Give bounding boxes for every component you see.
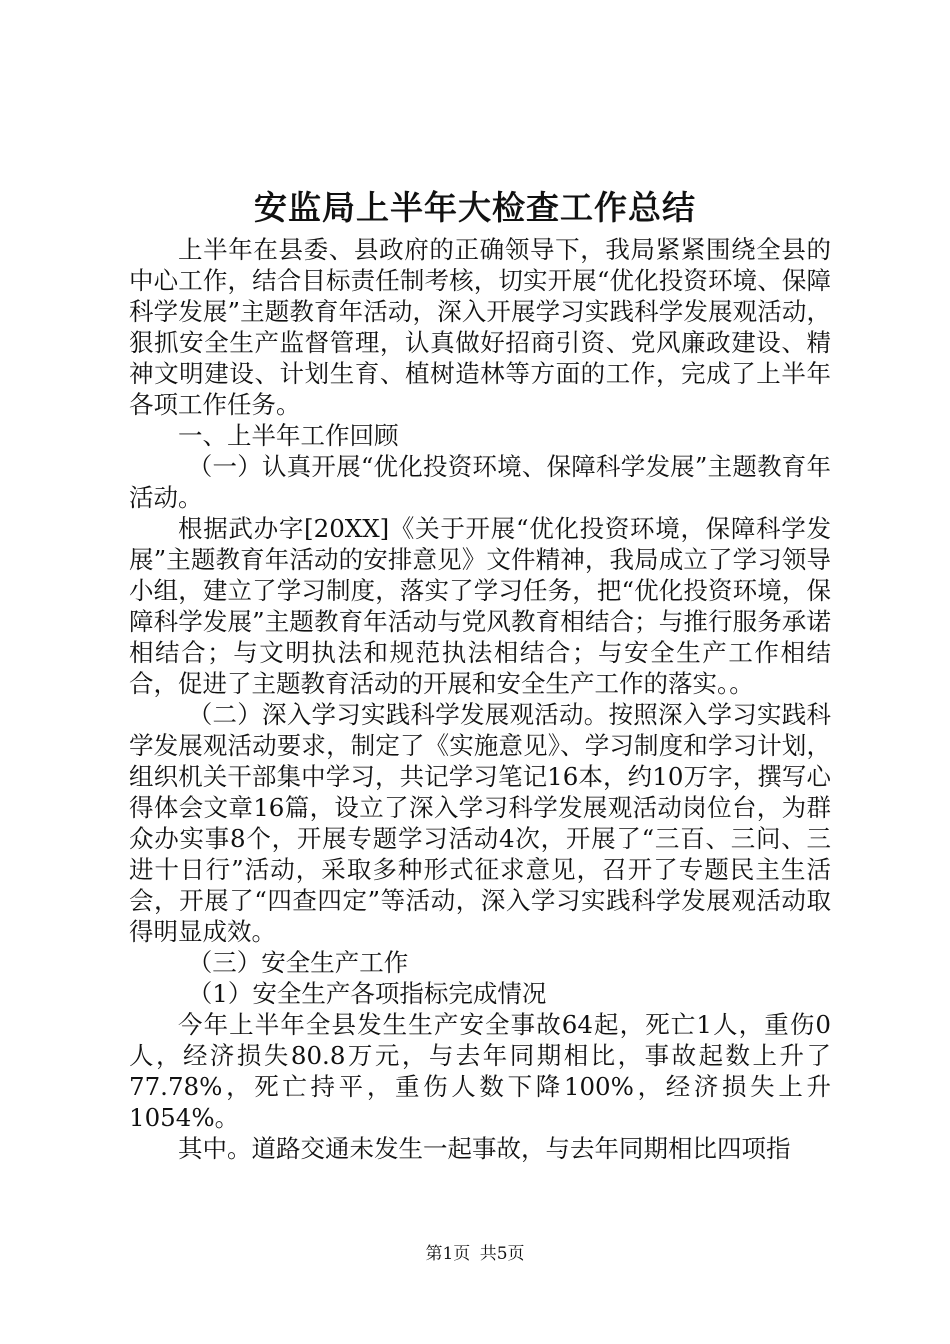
paragraph-theme-education: 根据武办字[20XX]《关于开展“优化投资环境，保障科学发展”主题教育年活动的安排意见》文件精神，我局成立了学习领导小组，建立了学习制度，落实了学习任务，把“优化投资环境，保障科学发展”主题教育年活动与党风教育相结合；与推行服务承诺相结合；与文明执法和规范执法相结合；与安全生产工作相结合，促进了主题教育活动的开展和安全生产工作的落实。。 xyxy=(129,514,831,698)
sub-item-heading-1: （1）安全生产各项指标完成情况 xyxy=(187,979,547,1008)
page-total: 共5页 xyxy=(479,1244,525,1264)
page-number: 第1页 xyxy=(425,1244,471,1264)
subsection-heading-1: （一）认真开展“优化投资环境、保障科学发展”主题教育年活动。 xyxy=(129,452,831,512)
subsection-heading-3: （三）安全生产工作 xyxy=(187,948,409,977)
document-body xyxy=(129,234,831,1164)
paragraph-scientific-development: （二）深入学习实践科学发展观活动。按照深入学习实践科学发展观活动要求，制定了《实施意见》、学习制度和学习计划，组织机关干部集中学习，共记学习笔记16本，约10万字，撰写心得体会文章16篇，设立了深入学习科学发展观活动岗位台，为群众办实事8个，开展专题学习活动4次，开展了“三百、三问、三进十日行”活动，采取多种形式征求意见，召开了专题民主生活会，开展了“四查四定”等活动，深入学习实践科学发展观活动取得明显成效。 xyxy=(129,700,831,946)
paragraph-accident-stats: 今年上半年全县发生生产安全事故64起，死亡1人，重伤0人，经济损失80.8万元，与去年同期相比，事故起数上升了77.78%，死亡持平，重伤人数下降100%，经济损失上升1054%。 xyxy=(129,1010,831,1132)
document-title: 安监局上半年大检查工作总结 xyxy=(254,188,696,227)
paragraph-road-traffic: 其中。道路交通未发生一起事故，与去年同期相比四项指 xyxy=(178,1134,791,1163)
intro-paragraph: 上半年在县委、县政府的正确领导下，我局紧紧围绕全县的中心工作，结合目标责任制考核，切实开展“优化投资环境、保障科学发展”主题教育年活动，深入开展学习实践科学发展观活动，狠抓安全生产监督管理，认真做好招商引资、党风廉政建设、精神文明建设、计划生育、植树造林等方面的工作，完成了上半年各项工作任务。 xyxy=(129,235,831,419)
page-footer xyxy=(0,1242,950,1266)
section-heading-review: 一、上半年工作回顾 xyxy=(178,421,399,450)
